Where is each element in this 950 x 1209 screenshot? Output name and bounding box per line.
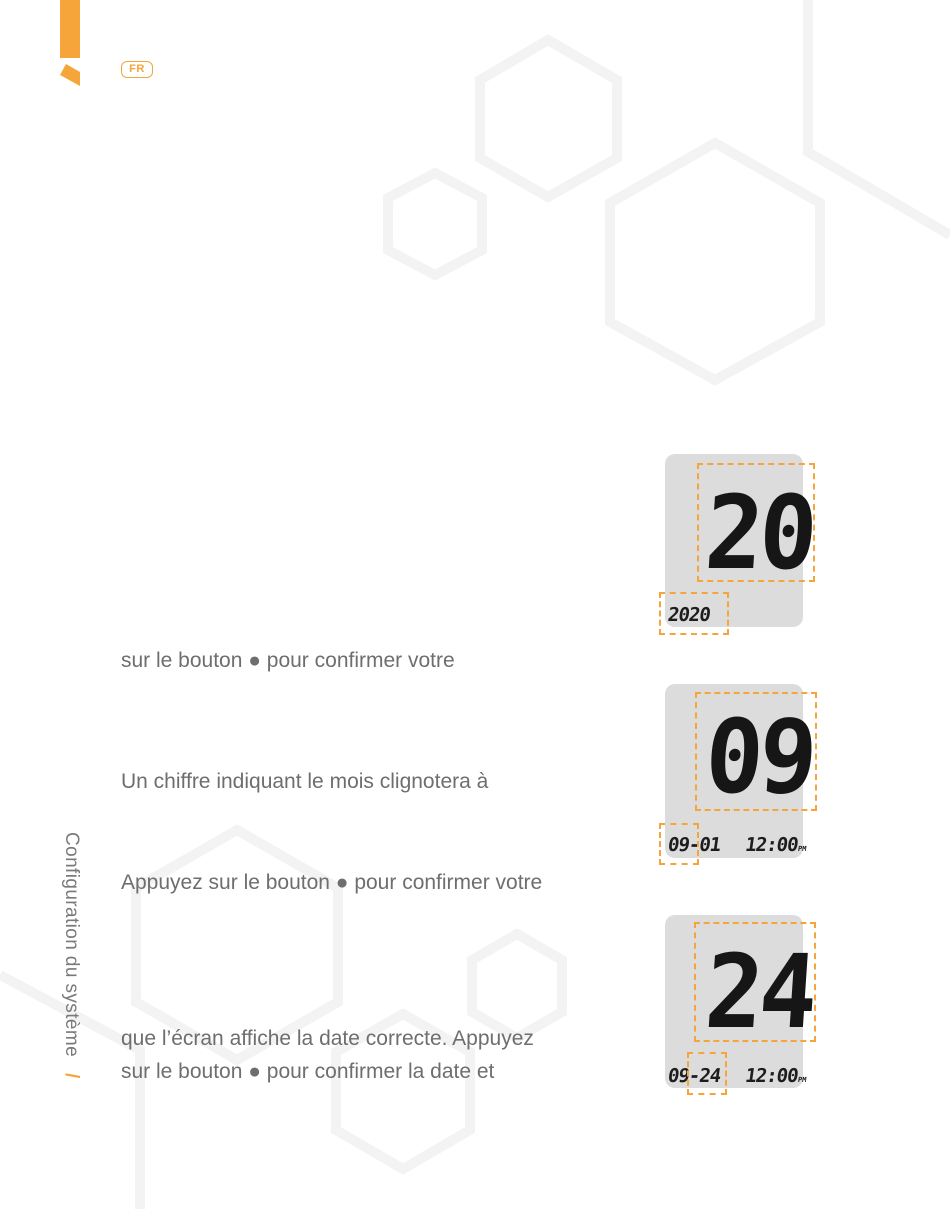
- instruction-text-3: Appuyez sur le bouton ● pour confirmer votre: [121, 871, 543, 894]
- instruction-text-4: que l’écran affiche la date correcte. Appuyez: [121, 1027, 534, 1050]
- language-badge: FR: [121, 61, 153, 78]
- highlight-box-main: [695, 692, 818, 817]
- instruction-text-1: sur le bouton ● pour confirmer votre: [121, 649, 455, 672]
- lcd-sub-date: 09-01: [666, 834, 722, 856]
- highlight-box-sub: [659, 592, 729, 635]
- lcd-main-digits: 24: [701, 932, 818, 1052]
- pm-indicator: PM: [797, 1076, 807, 1084]
- section-title: Configuration du système: [61, 832, 82, 1058]
- lcd-main-digits: 20: [701, 473, 818, 593]
- lcd-sub-date: 09-24: [666, 1065, 722, 1087]
- highlight-box-main: [697, 463, 818, 593]
- pm-indicator: PM: [797, 845, 807, 853]
- section-slash: /: [61, 1072, 82, 1079]
- instruction-text-2: Un chiffre indiquant le mois clignotera à: [121, 770, 489, 793]
- lcd-sub-time: 12:00PM: [743, 834, 807, 856]
- section-side-label: [58, 832, 82, 1112]
- lcd-main-digits: 09: [701, 697, 818, 817]
- lcd-sub-digits: 2020: [666, 604, 712, 626]
- highlight-box-sub: [659, 823, 699, 865]
- highlight-box-sub: [687, 1052, 727, 1095]
- highlight-box-main: [694, 922, 818, 1052]
- lcd-sub-time: 12:00PM: [743, 1065, 807, 1087]
- accent-bar: [60, 0, 80, 86]
- instruction-text-5: sur le bouton ● pour confirmer la date et: [121, 1060, 495, 1083]
